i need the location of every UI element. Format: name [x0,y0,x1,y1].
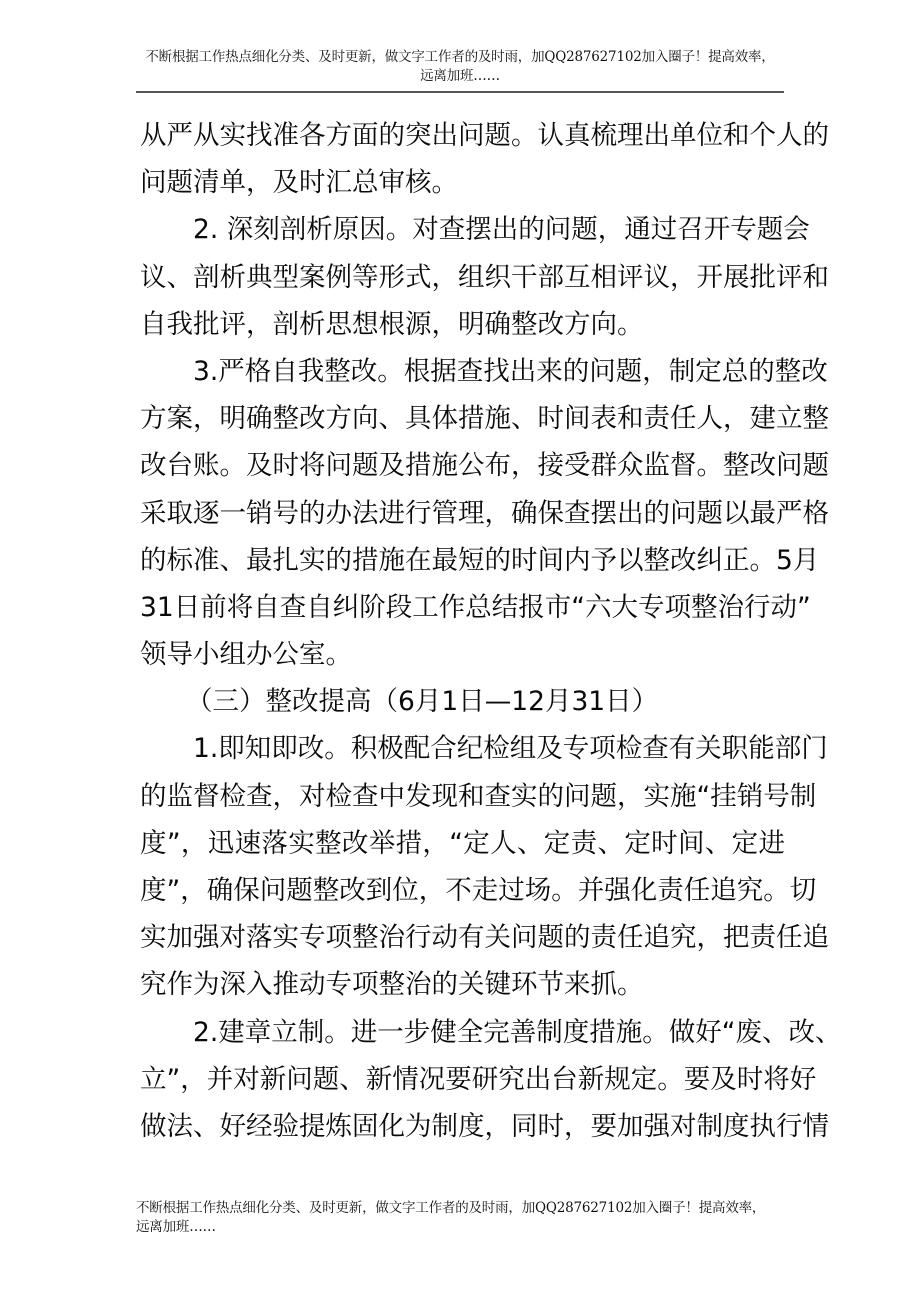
body-line: 的监督检查，对检查中发现和查实的问题，实施“挂销号制 [140,780,817,812]
header-line-2: 远离加班…… [420,68,500,84]
page-footer [136,1199,786,1237]
document-body [140,112,842,1150]
page-header [136,48,784,86]
body-line: 自我批评，剖析思想根源，明确整改方向。 [140,308,644,340]
paragraph-item-2-analyze-causes: 2. 深刻剖析原因。对查摆出的问题，通过召开专题会 [193,214,810,246]
body-line: 度”，确保问题整改到位，不走过场。并强化责任追究。切 [140,875,817,906]
body-line: 究作为深入推动专项整治的关键环节来抓。 [140,969,644,1001]
paragraph-item-1-immediate-fix: 1.即知即改。积极配合纪检组及专项检查有关职能部门 [193,733,828,765]
section-heading-rectify-improve: （三）整改提高（6月1日—12月31日） [186,686,659,718]
footer-line-2: 远离加班…… [136,1219,216,1235]
body-line: 领导小组办公室。 [140,639,352,671]
body-line: 从严从实找准各方面的突出问题。认真梳理出单位和个人的 [140,120,829,151]
header-divider [136,91,784,93]
body-line: 方案，明确整改方向、具体措施、时间表和责任人，建立整 [140,403,829,435]
body-line: 31日前将自查自纠阶段工作总结报市“六大专项整治行动” [140,591,811,623]
body-line: 改台账。及时将问题及措施公布，接受群众监督。整改问题 [140,450,829,482]
footer-line-1: 不断根据工作热点细化分类、及时更新，做文字工作者的及时雨，加QQ287627102加入圈子！提高效率， [136,1200,766,1216]
body-line: 做法、好经验提炼固化为制度，同时，要加强对制度执行情 [140,1110,829,1142]
body-line: 的标准、最扎实的措施在最短的时间内予以整改纠正。5月 [140,544,820,576]
body-line: 议、剖析典型案例等形式，组织干部互相评议，开展批评和 [140,261,829,293]
body-line: 度”，迅速落实整改举措，“定人、定责、定时间、定进 [140,827,785,859]
header-line-1: 不断根据工作热点细化分类、及时更新，做文字工作者的及时雨，加QQ287627102加入圈子！提高效率， [145,49,775,65]
paragraph-item-2-build-rules: 2.建章立制。进一步健全完善制度措施。做好“废、改、 [193,1016,842,1048]
body-line: 实加强对落实专项整治行动有关问题的责任追究，把责任追 [140,922,829,954]
body-line: 采取逐一销号的办法进行管理，确保查摆出的问题以最严格 [140,497,829,529]
body-line: 立”，并对新问题、新情况要研究出台新规定。要及时将好 [140,1063,817,1095]
paragraph-item-3-self-rectification: 3.严格自我整改。根据查找出来的问题，制定总的整改 [193,355,828,387]
body-line: 问题清单，及时汇总审核。 [140,167,458,199]
